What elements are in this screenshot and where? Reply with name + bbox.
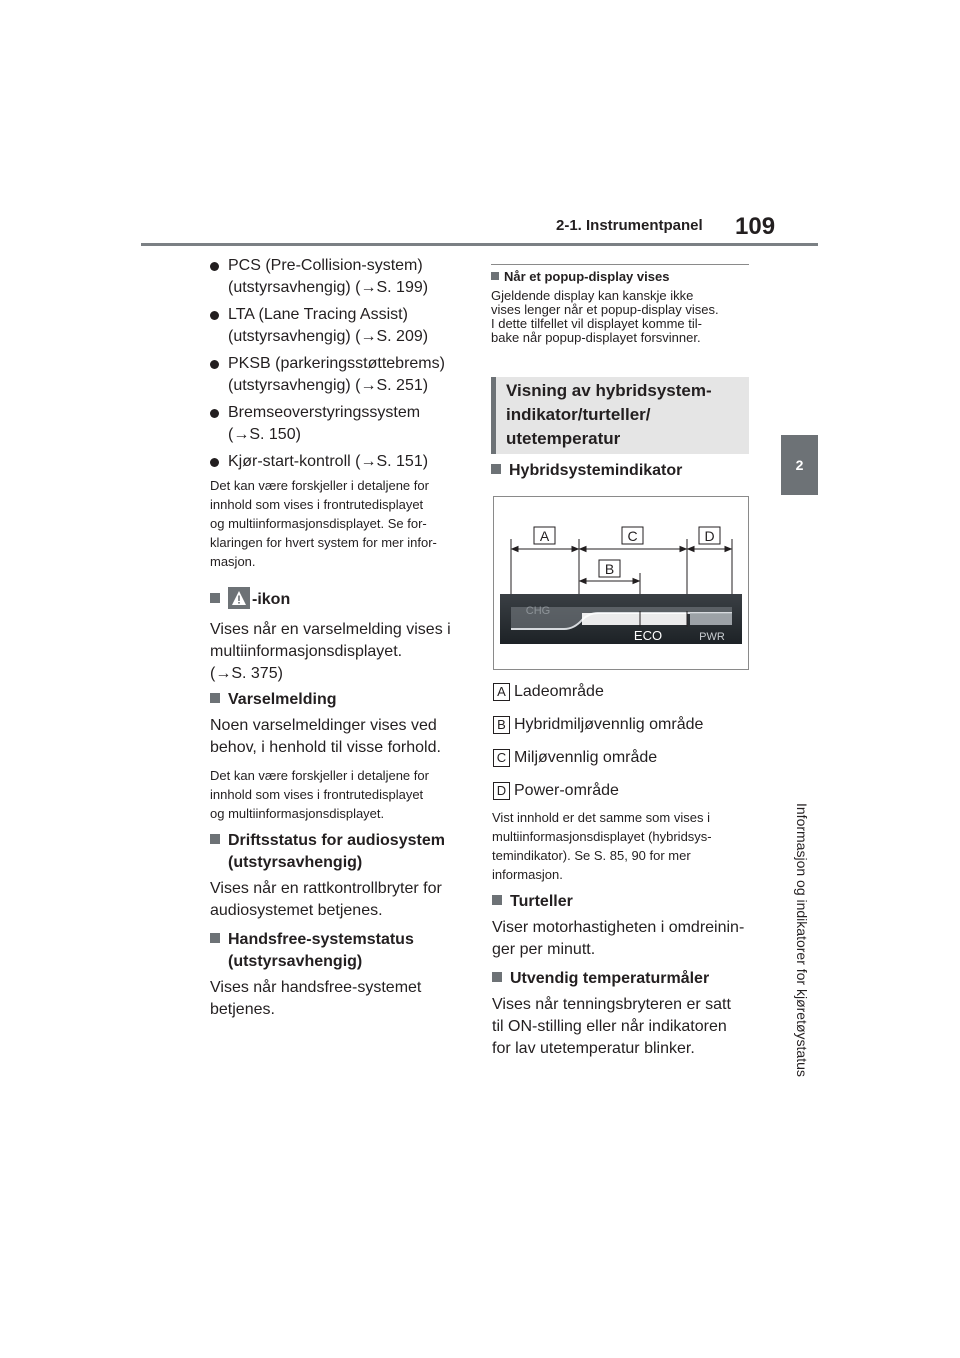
legend-key: B [493,716,510,734]
bullet-item [210,304,470,348]
text-line: multiinformasjonsdisplayet. [210,643,403,660]
chg-label: CHG [525,605,551,617]
temp-heading [492,968,709,990]
chapter-number: 2 [795,457,804,473]
legend-text: Hybridmiljøvennlig område [514,716,704,733]
note-line: multiinformasjonsdisplayet (hybridsys- [492,829,712,844]
note-line: klaringen for hvert system for mer infor- [210,535,437,550]
heading-square [210,593,220,603]
bullet-dot [210,262,219,271]
label-a: A [539,528,550,544]
note-line: Vist innhold er det samme som vises i [492,810,710,825]
heading-text: (utstyrsavhengig) [228,953,363,970]
warning-icon-heading [210,587,290,611]
legend-item-a [493,681,604,703]
heading-square [210,933,220,943]
label-b: B [604,561,615,577]
header-rule [141,243,818,246]
tach-heading [492,891,573,913]
legend-key: A [493,683,510,701]
heading-square [492,972,502,982]
note-line: Det kan være forskjeller i detaljene for [210,768,429,783]
legend-item-d [493,780,619,802]
tach-text [492,917,757,961]
hybrid-heading [491,460,682,482]
text-line: Vises når en rattkontrollbryter for [210,880,442,897]
bullet-text: Kjør-start-kontroll (→S. 151) [228,453,429,470]
text-line: til ON-stilling eller når indikatoren [492,1018,727,1035]
temp-text [492,994,757,1060]
banner-line: Visning av hybridsystem- [506,381,712,400]
text-line: for lav utetemperatur blinker. [492,1040,695,1057]
heading-text: (utstyrsavhengig) [228,854,363,871]
varsel-text [210,715,475,759]
handsfree-text [210,977,475,1021]
text-line: Vises når tenningsbryteren er satt [492,996,731,1013]
audio-text [210,878,475,922]
bullet-text: (utstyrsavhengig) (→S. 199) [228,279,429,296]
section-title: 2-1. Instrumentpanel [556,217,703,234]
note-line: temindikator). Se S. 85, 90 for mer [492,848,691,863]
bullet-dot [210,409,219,418]
bullet-text: PCS (Pre-Collision-system) [228,257,423,274]
bullet-dot [210,458,219,467]
banner-line: utetemperatur [506,429,621,448]
handsfree-heading [210,929,475,973]
chapter-tab [781,435,818,495]
chapter-title: Informasjon og indikatorer for kjøretøystatus [794,803,810,1077]
chapter-title-vertical [786,503,816,1077]
heading-square [210,834,220,844]
heading-text: Handsfree-systemstatus [228,931,414,948]
text-line: (→S. 375) [210,665,283,682]
text-line: bake når popup-displayet forsvinner. [491,330,701,345]
heading-square [492,895,502,905]
bullet-text: Bremseoverstyringssystem [228,404,421,421]
bullet-item [210,255,470,299]
text-line: Noen varselmeldinger vises ved [210,717,437,734]
text-line: Viser motorhastigheten i omdreinin- [492,919,745,936]
legend-text: Power-område [514,782,619,799]
legend-text: Miljøvennlig område [514,749,658,766]
popup-rule [491,264,749,265]
bullet-text: (utstyrsavhengig) (→S. 209) [228,328,429,345]
legend-key: D [493,782,510,800]
pwr-label: PWR [699,631,725,643]
legend-text: Ladeområde [514,683,604,700]
label-c: C [627,528,638,544]
bullet-item [210,353,470,397]
text-line: Gjeldende display kan kanskje ikke [491,288,694,303]
bullet-dot [210,360,219,369]
text-line: Vises når handsfree-systemet [210,979,422,996]
banner-line: indikator/turteller/ [506,405,651,424]
note-line: og multiinformasjonsdisplayet. [210,806,385,821]
heading-text: Turteller [510,893,573,910]
popup-text [491,289,753,345]
bullet-text: PKSB (parkeringsstøttebrems) [228,355,445,372]
note-2 [210,766,475,823]
bullet-text: (utstyrsavhengig) (→S. 251) [228,377,429,394]
heading-text: Driftsstatus for audiosystem [228,832,445,849]
warning-triangle-icon [228,587,250,609]
label-d: D [704,528,715,544]
bullet-item [210,451,470,473]
note-line: innhold som vises i frontrutedisplayet [210,497,424,512]
hybrid-indicator-figure [493,496,749,670]
note-line: innhold som vises i frontrutedisplayet [210,787,424,802]
varsel-heading [210,689,337,711]
heading-text: Utvendig temperaturmåler [510,970,710,987]
text-line: ger per minutt. [492,941,596,958]
section-banner [491,377,749,454]
note-3 [492,808,754,884]
legend-item-b [493,714,703,736]
eco-label: ECO [633,628,663,643]
text-line: behov, i henhold til visse forhold. [210,739,441,756]
heading-square [491,464,501,474]
heading-square [491,272,499,280]
note-line: informasjon. [492,867,563,882]
note-line: masjon. [210,554,256,569]
note-line: Det kan være forskjeller i detaljene for [210,478,429,493]
bullet-text: (→S. 150) [228,426,301,443]
note-1 [210,476,475,571]
heading-square [210,693,220,703]
text-line: betjenes. [210,1001,275,1018]
legend-key: C [493,749,510,767]
hybrid-indicator-diagram [494,497,748,669]
bullet-dot [210,311,219,320]
eco-zone [582,613,687,625]
heading-text: Varselmelding [228,691,337,708]
legend-item-c [493,747,657,769]
text-line: audiosystemet betjenes. [210,902,383,919]
note-line: og multiinformasjonsdisplayet. Se for- [210,516,427,531]
bullet-item [210,402,470,446]
bullet-list [210,255,470,473]
text-line: vises lenger når et popup-display vises. [491,302,719,317]
page-number: 109 [735,213,776,240]
audio-heading [210,830,475,874]
warning-text [210,619,475,685]
text-line: I dette tilfellet vil displayet komme til- [491,316,702,331]
heading-text: Når et popup-display vises [504,269,670,284]
heading-text: -ikon [252,591,291,608]
heading-text: Hybridsystemindikator [509,462,683,479]
text-line: Vises når en varselmelding vises i [210,621,451,638]
pwr-zone [690,613,732,625]
bullet-text: LTA (Lane Tracing Assist) [228,306,408,323]
popup-heading [491,269,669,284]
